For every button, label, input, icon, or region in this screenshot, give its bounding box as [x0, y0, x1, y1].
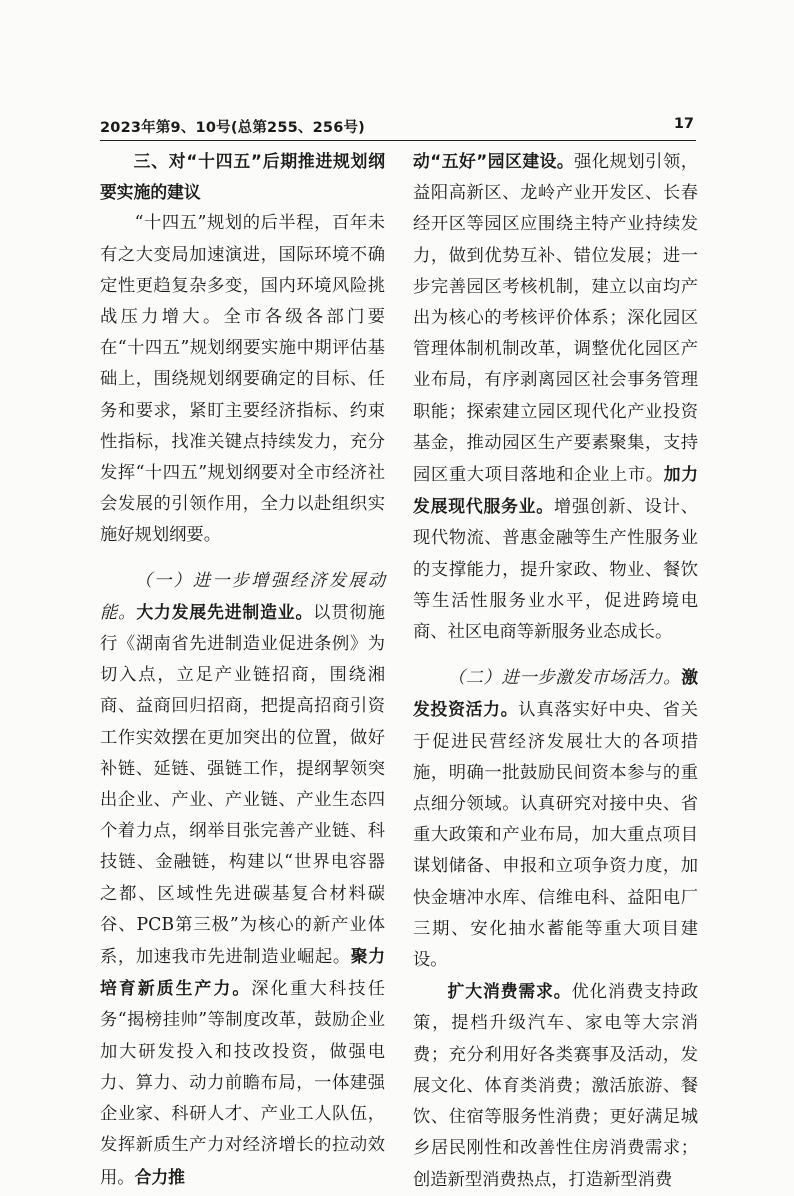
issue-label: 2023年第9、10号(总第255、256号) [100, 120, 366, 136]
bold-lead-modern-services: 加力发展现代服务业。 [413, 464, 698, 517]
subsection-2-paragraph [413, 662, 698, 976]
continued-paragraph [413, 146, 698, 648]
subsection-2-title: （二）进一步激发市场活力。 [447, 668, 682, 689]
bold-lead-advanced-manufacturing: 大力发展先进制造业。 [136, 601, 314, 622]
bold-lead-new-productivity: 聚力培育新质生产力。 [100, 946, 385, 999]
page-number: 17 [673, 116, 694, 132]
right-column [413, 146, 698, 1196]
paragraph-text: 深化重大科技任务“揭榜挂帅”等制度改革，鼓励企业加大研发投入和技改投资，做强电力、算力、动力前瞻布局，一体建强企业家、科研人才、产业工人队伍，发挥新质生产力对经济增长的拉动效用。 [100, 979, 385, 1188]
paragraph-text: 认真落实好中央、省关于促进民营经济发展壮大的各项措施，明确一批鼓励民间资本参与的重点细分领域。认真研究对接中央、省重大政策和产业布局，加大重点项目谋划储备、申报和立项争资力度，加快金塘冲水库、信维电科、益阳电厂三期、安化抽水蓄能等重大项目建设。 [413, 700, 698, 971]
section-heading: 三、对“十四五”后期推进规划纲要实施的建议 [100, 151, 385, 203]
paragraph-text: 优化消费支持政策，提档升级汽车、家电等大宗消费；充分利用好各类赛事及活动，发展文化、体育类消费；激活旅游、餐饮、住宿等服务性消费；更好满足城乡居民刚性和改善性住房消费需求；创造新型消费热点，打造新型消费 [413, 982, 698, 1190]
paragraph-text: 增强创新、设计、现代物流、普惠金融等生产性服务业的支撑能力，提升家政、物业、餐饮等生活性服务业水平，促进跨境电商、社区电商等新服务业态成长。 [413, 497, 698, 643]
paragraph-text: 以贯彻施行《湖南省先进制造业促进条例》为切入点，立足产业链招商，围绕湘商、益商回归招商，把提高招商引资工作实效摆在更加突出的位置，做好补链、延链、强链工作，提纲挈领突出企业、产业、产业链、产业生态四个着力点，纲举目张完善产业链、科技链、金融链，构建以“世界电容器之都、区域性先进碳基复合材料碳谷、PCB第三极”为核心的新产业体系，加速我市先进制造业崛起。 [100, 602, 385, 968]
bold-lead-investment: 激发投资活力。 [413, 667, 698, 720]
bold-lead-park-construction: 合力推 [134, 1166, 185, 1187]
intro-paragraph: “十四五”规划的后半程，百年未有之大变局加速演进，国际环境不确定性更趋复杂多变，国内环境风险挑战压力增大。全市各级各部门要在“十四五”规划纲要实施中期评估基础上，围绕规划纲要确定的目标、任务和要求，紧盯主要经济指标、约束性指标，找准关键点持续发力，充分发挥“十四五”规划纲要对全市经济社会发展的引领作用，全力以赴组织实施好规划纲要。 [100, 213, 385, 546]
left-column [100, 146, 385, 1194]
bold-lead-park-construction-cont: 动“五好”园区建设。 [413, 151, 575, 171]
subsection-1-paragraph [100, 566, 385, 1194]
consumption-paragraph [413, 976, 698, 1195]
page-header [100, 116, 696, 141]
paragraph-text: 强化规划引领，益阳高新区、龙岭产业开发区、长春经开区等园区应围绕主特产业持续发力，做到优势互补、错位发展；进一步完善园区考核机制，建立以亩均产出为核心的考核评价体系；深化园区管理体制机制改革，调整优化园区产业布局，有序剥离园区社会事务管理职能；探索建立园区现代化产业投资基金，推动园区生产要素聚集，支持园区重大项目落地和企业上市。 [413, 152, 698, 486]
bold-lead-consumption: 扩大消费需求。 [447, 981, 572, 1002]
subsection-1-title: （一）进一步增强经济发展动能。 [100, 570, 385, 623]
